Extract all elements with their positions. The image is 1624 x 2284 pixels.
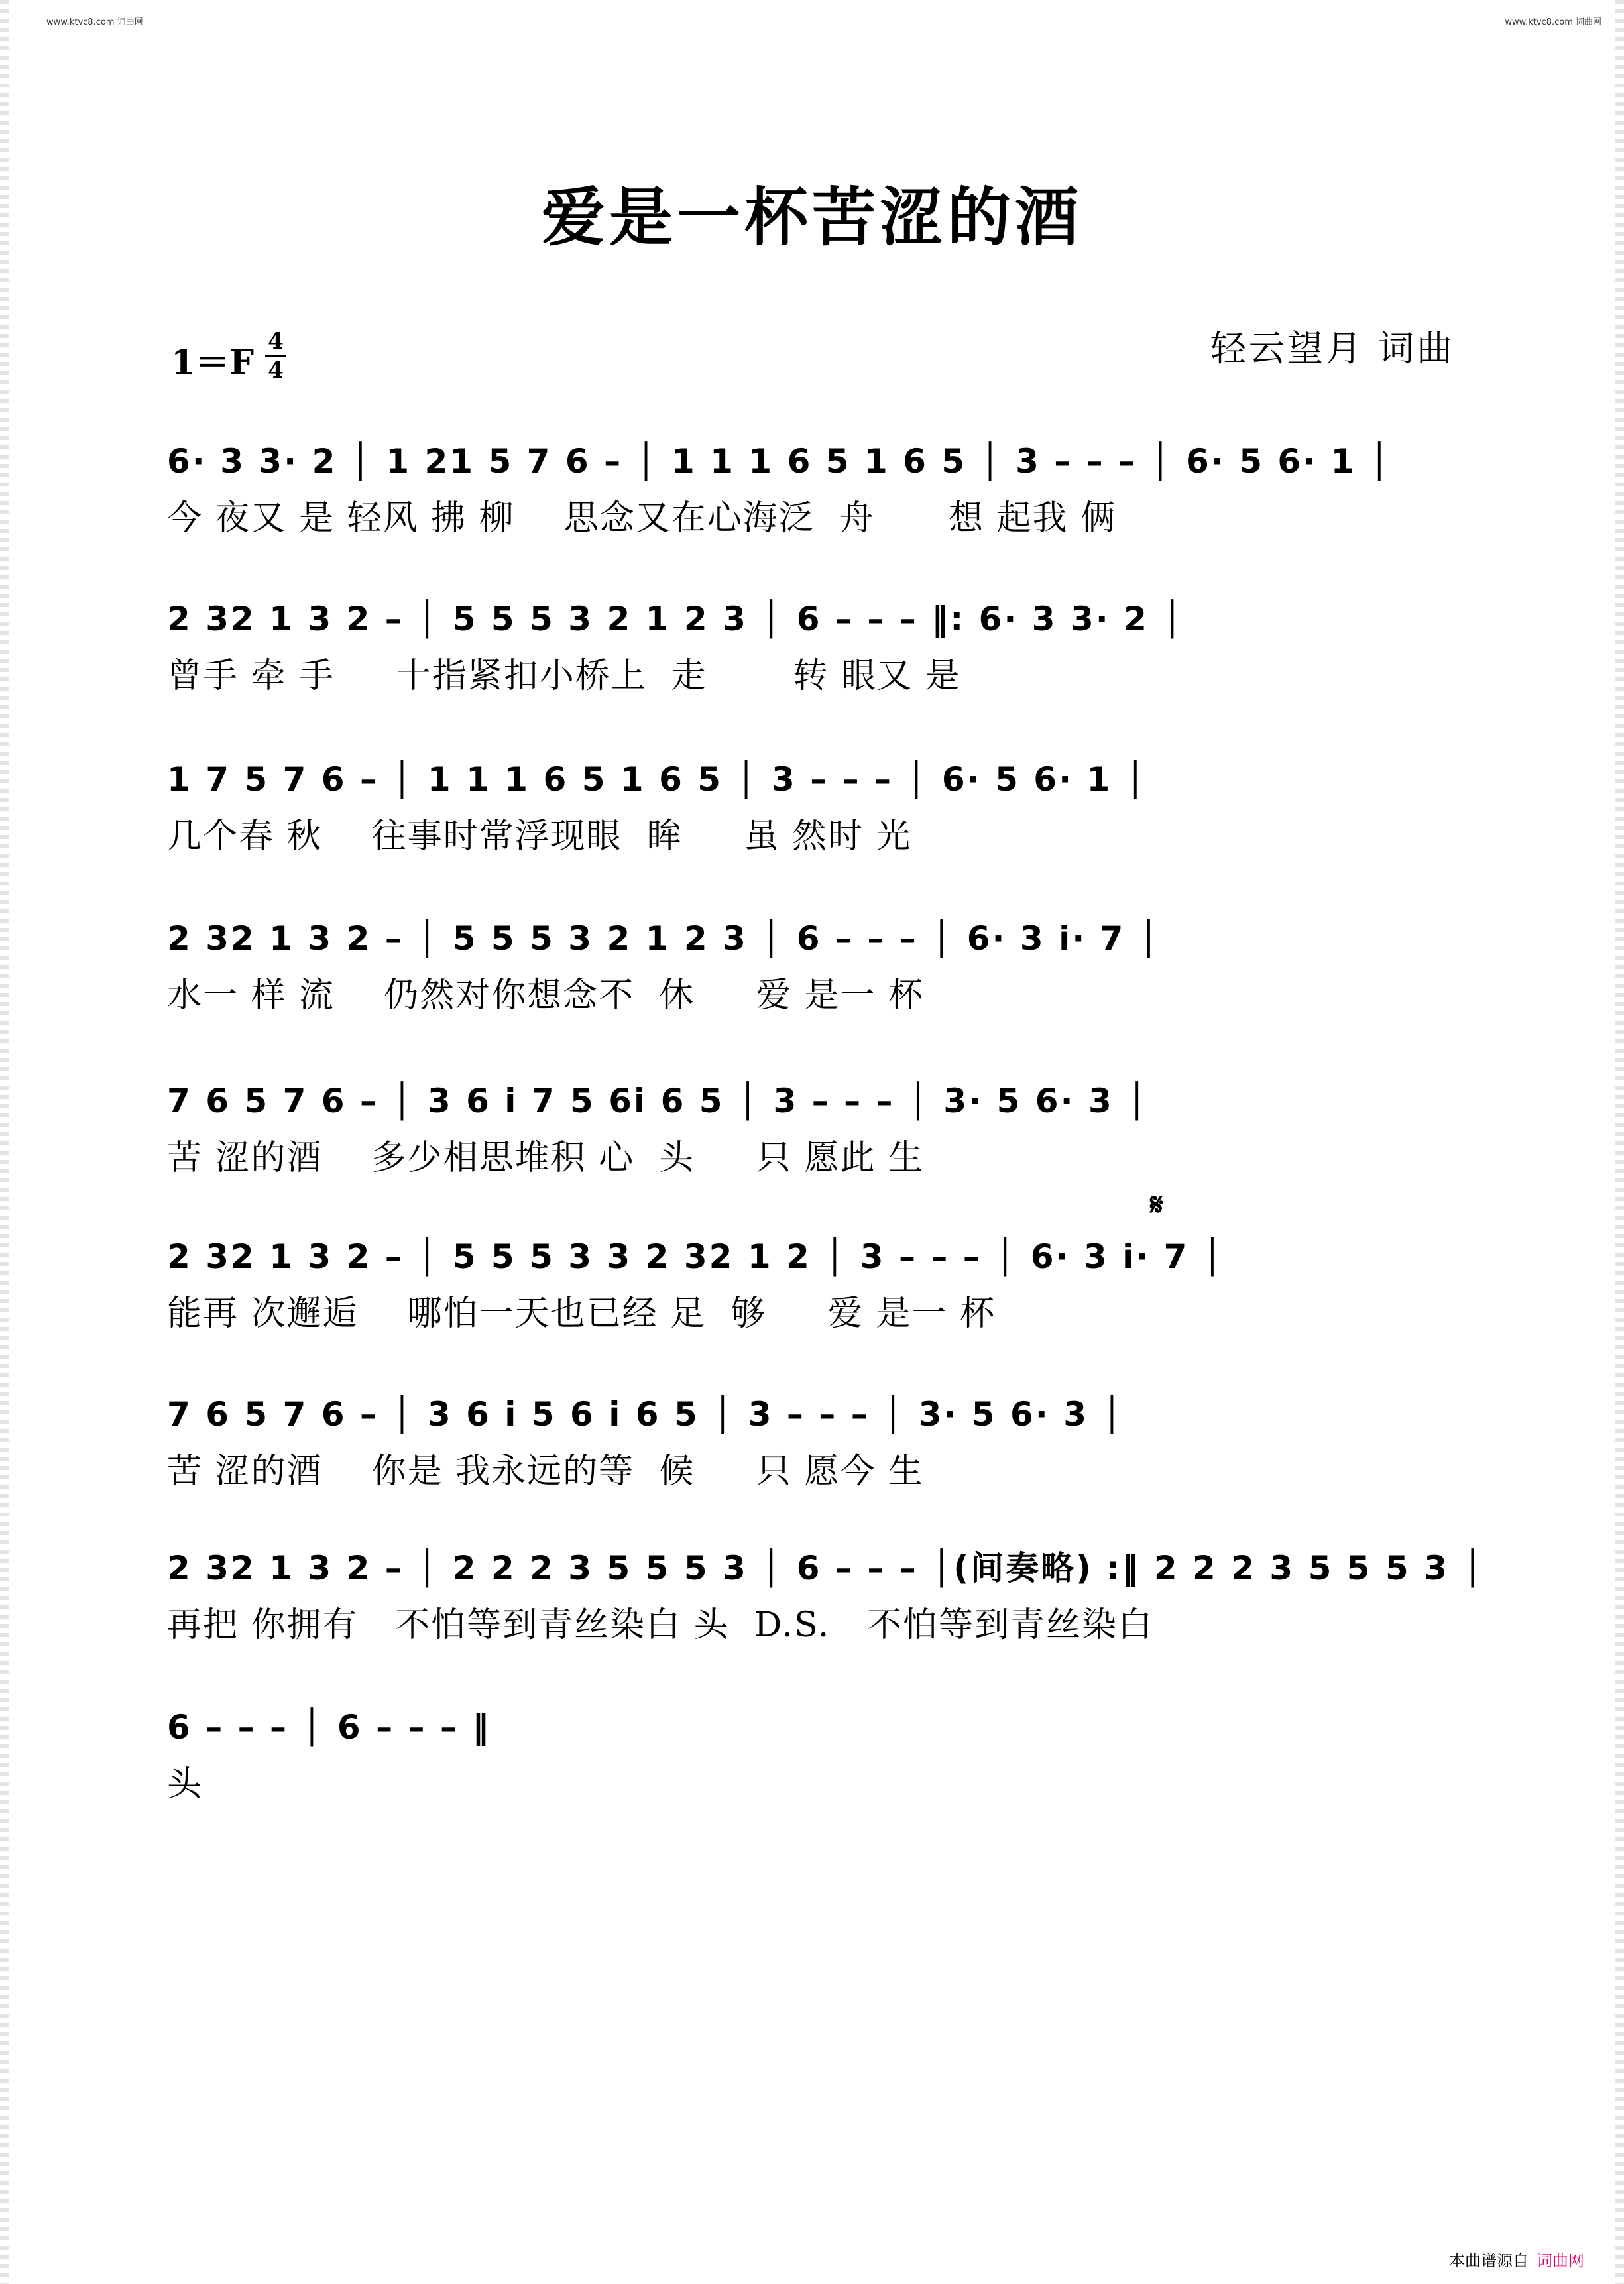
time-signature-bottom: 4: [268, 357, 284, 384]
music-system-4: [167, 908, 1463, 1022]
footer-source-text: 本曲谱源自: [1449, 2252, 1529, 2270]
corner-watermark-right: www.ktvc8.com 词曲网: [1505, 17, 1601, 27]
footer-site-link[interactable]: 词曲网: [1537, 2252, 1584, 2270]
footer-credit: [1449, 2248, 1584, 2271]
notation-line: 1 7 5 7 6 – │ 1 1 1 6 5 1 6 5 │ 3 – – – │ 6· 5 6· 1 │: [167, 760, 1147, 799]
lyrics-line: 今 夜又 是 轻风 拂 柳 思念又在心海泛 舟 想 起我 俩: [167, 498, 1117, 538]
lyrics-line: 头: [167, 1764, 203, 1804]
music-system-9: [167, 1697, 1463, 1811]
right-border: [1615, 0, 1624, 2284]
lyrics-line: 能再 次邂逅 哪怕一天也已经 足 够 爱 是一 杯: [167, 1294, 996, 1334]
segno-sign: 𝄋: [1150, 1186, 1163, 1222]
notation-line: 7 6 5 7 6 – │ 3 6 i 5 6 i 6 5 │ 3 – – – │ 3· 5 6· 3 │: [167, 1395, 1124, 1434]
lyrics-line: 苦 涩的酒 你是 我永远的等 候 只 愿今 生: [167, 1452, 924, 1491]
music-system-3: [167, 749, 1463, 863]
corner-watermark-left: www.ktvc8.com 词曲网: [46, 17, 143, 27]
lyrics-line: 苦 涩的酒 多少相思堆积 心 头 只 愿此 生: [167, 1138, 924, 1178]
time-signature: [265, 329, 286, 382]
music-system-1: [167, 431, 1463, 545]
page-title: 爱是一杯苦涩的酒: [542, 180, 1082, 255]
notation-line: 6 – – – │ 6 – – – ‖: [167, 1708, 491, 1746]
time-signature-top: 4: [268, 328, 284, 355]
lyrics-line: 再把 你拥有 不怕等到青丝染白 头 D.S. 不怕等到青丝染白: [167, 1605, 1153, 1645]
lyrics-line: 几个春 秋 往事时常浮现眼 眸 虽 然时 光: [167, 817, 912, 856]
music-system-6: [167, 1226, 1463, 1340]
notation-line: 6· 3 3· 2 │ 1 21 5 7 6 – │ 1 1 1 6 5 1 6 5 │ 3 – – – │ 6· 5 6· 1 │: [167, 442, 1391, 481]
music-system-8: [167, 1538, 1485, 1652]
key-signature: 1＝F: [171, 343, 255, 383]
lyrics-line: 水一 样 流 仍然对你想念不 休 爱 是一 杯: [167, 976, 924, 1015]
notation-line: 2 32 1 3 2 – │ 5 5 5 3 3 2 32 1 2 │ 3 – – – │ 6· 3 i· 7 │: [167, 1237, 1224, 1276]
notation-line: 7 6 5 7 6 – │ 3 6 i 7 5 6i 6 5 │ 3 – – – │ 3· 5 6· 3 │: [167, 1082, 1149, 1120]
lyrics-line: 曾手 牵 手 十指紧扣小桥上 走 转 眼又 是: [167, 656, 961, 696]
music-system-7: [167, 1384, 1463, 1498]
music-system-5: [167, 1070, 1463, 1184]
notation-line: 2 32 1 3 2 – │ 5 5 5 3 2 1 2 3 │ 6 – – – ‖: 6· 3 3· 2 │: [167, 600, 1185, 638]
author-credit: 轻云望月 词曲: [1210, 327, 1455, 369]
left-border: [0, 0, 9, 2284]
music-system-2: [167, 589, 1463, 703]
notation-line: 2 32 1 3 2 – │ 5 5 5 3 2 1 2 3 │ 6 – – – │ 6· 3 i· 7 │: [167, 919, 1161, 958]
notation-line: 2 32 1 3 2 – │ 2 2 2 3 5 5 5 3 │ 6 – – – │(间奏略) :‖ 2 2 2 3 5 5 5 3 │: [167, 1549, 1485, 1587]
